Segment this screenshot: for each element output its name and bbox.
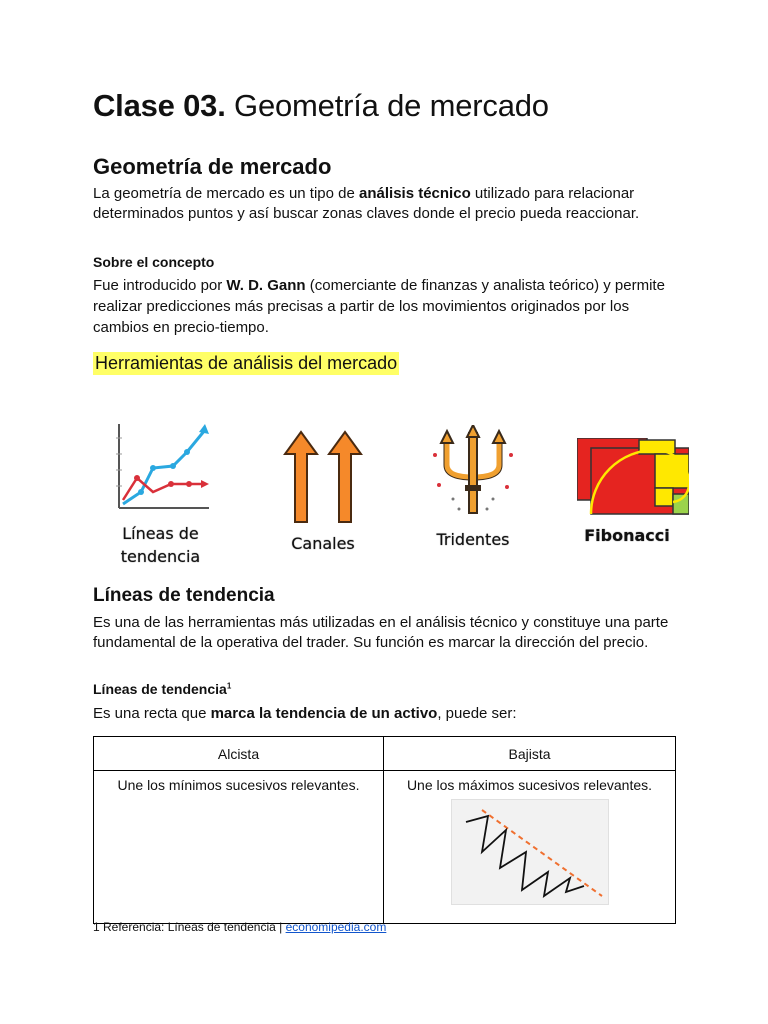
- footnote-marker: 1: [226, 681, 232, 691]
- trident-icon: [431, 425, 515, 517]
- title-bold: Clase 03.: [93, 88, 226, 123]
- downtrend-diagram: [451, 799, 609, 905]
- subheading-lineas: [93, 681, 231, 697]
- footnote-link[interactable]: economipedia.com: [285, 920, 387, 934]
- paragraph-concepto: [93, 275, 683, 338]
- cell-alcista-text: Une los mínimos sucesivos relevantes.: [117, 777, 360, 793]
- trendline-chart-icon: [111, 420, 211, 515]
- paragraph-recta: [93, 704, 683, 724]
- intro-text-bold: análisis técnico: [359, 185, 471, 202]
- highlighted-heading-herramientas: Herramientas de análisis del mercado: [95, 353, 398, 373]
- paragraph-lineas: Es una de las herramientas más utilizadas en el análisis técnico y constituye una parte fundamental de la operativa del trader. Su función es marcar la dirección del precio.: [93, 614, 669, 651]
- tool-label-tridentes: Tridentes: [436, 530, 510, 549]
- header-bajista: Bajista: [384, 737, 676, 771]
- tool-label-canales: Canales: [291, 534, 355, 553]
- footnote-text: 1 Referencia: Líneas de tendencia |: [93, 920, 286, 934]
- channel-arrows-icon: [283, 430, 363, 525]
- tool-label-lineas-2: tendencia: [120, 547, 201, 566]
- cell-bajista: [384, 771, 676, 924]
- subheading-concepto: Sobre el concepto: [93, 254, 215, 270]
- intro-text-a: La geometría de mercado es un tipo de: [93, 185, 360, 202]
- trend-table: [93, 736, 676, 924]
- page-title: [93, 88, 549, 124]
- fibonacci-spiral-icon: [577, 438, 689, 516]
- recta-text-a: Es una recta que: [93, 705, 211, 722]
- table-row: [94, 771, 676, 924]
- paragraph-intro: [93, 184, 683, 223]
- concepto-text-c: (comerciante de finanzas y analista teórico) y permite realizar predicciones más precisas a partir de los movimientos originados por los cambios en precio-tiempo.: [93, 277, 665, 336]
- concepto-text-bold: W. D. Gann: [226, 277, 306, 294]
- header-alcista: Alcista: [94, 737, 384, 771]
- tool-label-fibonacci: Fibonacci: [584, 526, 670, 545]
- footnote: [93, 920, 386, 934]
- title-rest: Geometría de mercado: [225, 88, 549, 123]
- concepto-text-a: Fue introducido por: [93, 277, 227, 294]
- tool-label-lineas: [93, 522, 228, 568]
- intro-text-c: utilizado para relacionar determinados puntos y así buscar zonas claves donde el precio pueda reaccionar.: [93, 185, 640, 222]
- table-header-row: [94, 737, 676, 771]
- section-heading-geometria: Geometría de mercado: [93, 154, 332, 179]
- recta-text-bold: marca la tendencia de un activo: [210, 705, 438, 722]
- section-heading-lineas: Líneas de tendencia: [93, 585, 275, 606]
- recta-text-c: , puede ser:: [437, 705, 517, 722]
- cell-bajista-text: Une los máximos sucesivos relevantes.: [406, 777, 653, 793]
- tool-label-lineas-1: Líneas de: [122, 524, 199, 543]
- subheading-lineas-text: Líneas de tendencia: [93, 681, 227, 697]
- cell-alcista: [94, 771, 384, 924]
